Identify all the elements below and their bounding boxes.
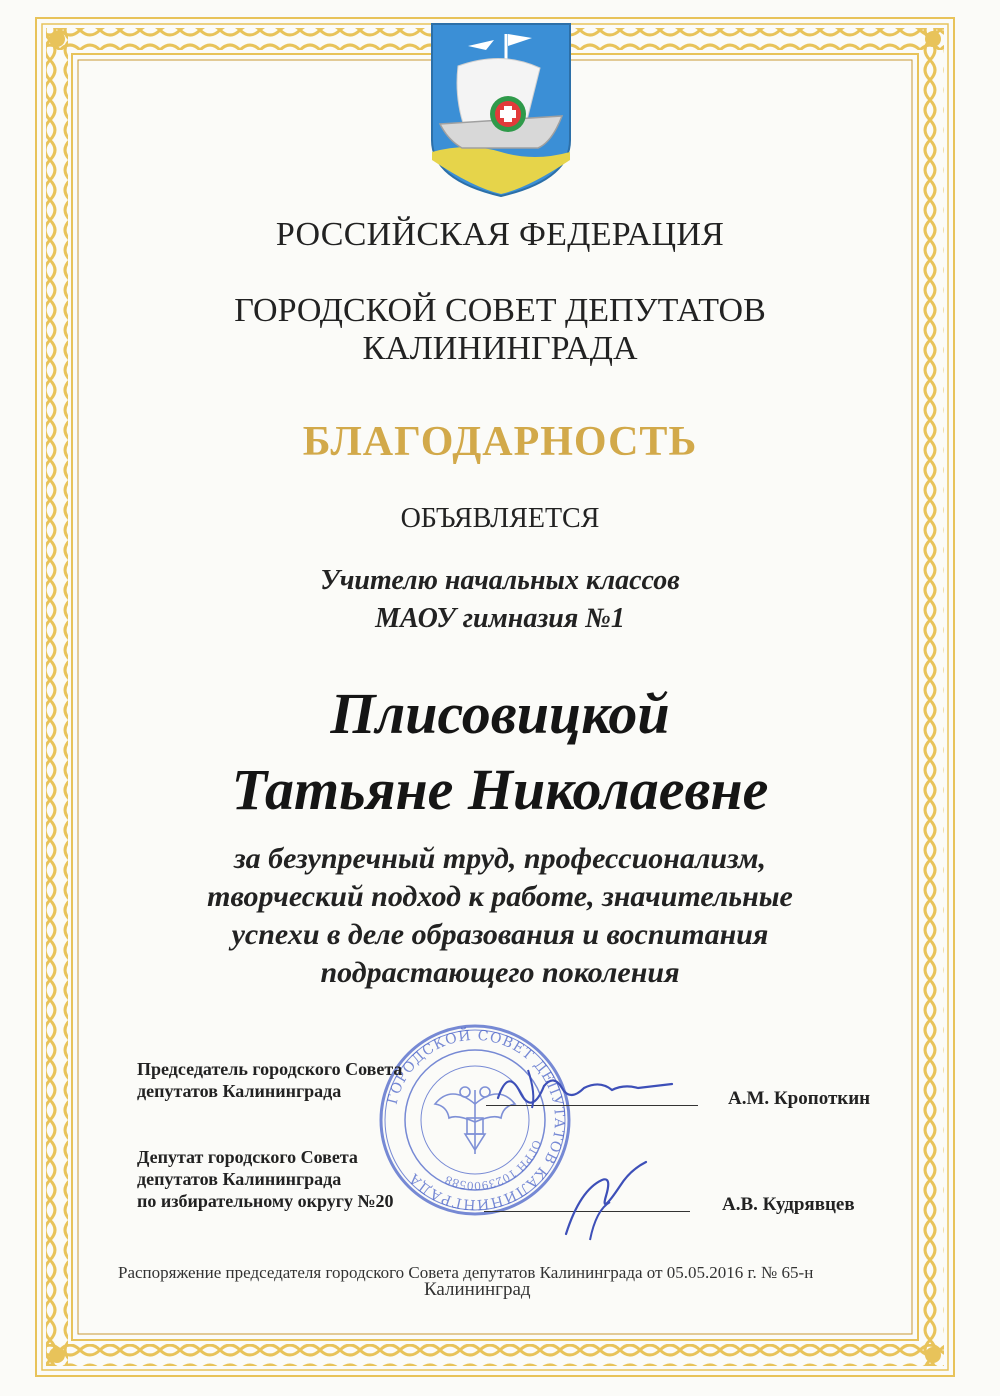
official-seal-stamp	[377, 1022, 573, 1218]
position-line-1: Учителю начальных классов	[320, 565, 680, 596]
signatory-2-title	[137, 1146, 394, 1212]
document-title: БЛАГОДАРНОСТЬ	[302, 419, 698, 465]
signatory-1-title-line: Председатель городского Совета	[137, 1059, 403, 1079]
council-heading	[0, 292, 1000, 368]
award-reason	[40, 840, 960, 992]
reason-line: творческий подход к работе, значительные	[207, 880, 793, 913]
reason-line: подрастающего поколения	[320, 956, 680, 989]
signatory-2-title-line: депутатов Калининграда	[137, 1169, 342, 1189]
signatory-1-title-line: депутатов Калининграда	[137, 1081, 342, 1101]
recipient-position	[0, 562, 1000, 638]
order-reference: Распоряжение председателя городского Совета депутатов Калининграда от 05.05.2016 г. № 65-н	[118, 1263, 814, 1282]
signatory-2-title-line: по избирательному округу №20	[137, 1191, 394, 1211]
name-line-2: Татьяне Николаевне	[231, 757, 769, 822]
recipient-name	[0, 676, 1000, 828]
signatory-1-title	[137, 1058, 402, 1102]
position-line-2: МАОУ гимназия №1	[375, 603, 625, 634]
svg-text:ОГРН 1023900588: ОГРН 1023900588	[442, 1138, 544, 1193]
country-heading: РОССИЙСКАЯ ФЕДЕРАЦИЯ	[275, 216, 725, 253]
svg-text:ГОРОДСКОЙ СОВЕТ ДЕПУТАТОВ КАЛИ: ГОРОДСКОЙ СОВЕТ ДЕПУТАТОВ КАЛИНИНГРАДА	[384, 1027, 568, 1213]
handwritten-signature-2	[550, 1150, 660, 1246]
announce-text: ОБЪЯВЛЯЕТСЯ	[400, 503, 600, 534]
reason-line: успехи в деле образования и воспитания	[231, 918, 769, 951]
reason-line: за безупречный труд, профессионализм,	[233, 842, 767, 875]
signatory-2-title-line: Депутат городского Совета	[137, 1147, 358, 1167]
council-line-2: КАЛИНИНГРАДА	[362, 330, 638, 367]
handwritten-signature-1	[488, 1058, 678, 1114]
city-name: Калининград	[424, 1279, 531, 1300]
kaliningrad-coat-of-arms-icon	[428, 20, 574, 198]
name-line-1: Плисовицкой	[330, 681, 670, 746]
signatory-1-name: А.М. Кропоткин	[728, 1088, 871, 1109]
council-line-1: ГОРОДСКОЙ СОВЕТ ДЕПУТАТОВ	[234, 292, 766, 329]
signatory-2-name: А.В. Кудрявцев	[722, 1194, 855, 1215]
